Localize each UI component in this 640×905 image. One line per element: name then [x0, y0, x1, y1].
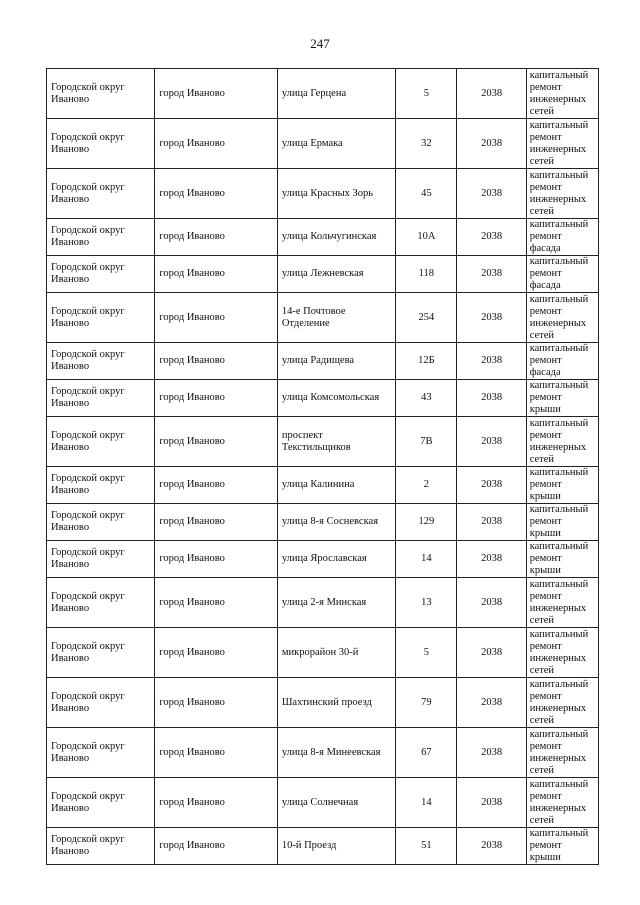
cell-street	[277, 628, 395, 678]
cell-street	[277, 219, 395, 256]
cell-municipal-district	[47, 169, 155, 219]
cell-settlement-text: город Иваново	[159, 311, 225, 323]
cell-house-number-text: 14	[421, 796, 432, 808]
cell-street-text: улица Красных Зорь	[281, 187, 374, 199]
cell-settlement	[155, 417, 277, 467]
cell-municipal-district-text: Городской округ Иваново	[51, 510, 125, 533]
cell-settlement-text: город Иваново	[159, 268, 225, 279]
cell-work-type-text: капитальный ремонт инженерных сетей	[529, 628, 589, 676]
cell-street-text: улица Герцена	[281, 87, 347, 99]
cell-street-text: 14-е Почтовое Отделение	[281, 305, 346, 329]
cell-year-text: 2038	[481, 516, 503, 527]
table-row	[47, 380, 599, 417]
cell-year-text: 2038	[481, 137, 503, 149]
table-row	[47, 256, 599, 293]
cell-house-number	[396, 467, 457, 504]
cell-street-text: улица Кольчугинская	[281, 231, 377, 242]
cell-house-number-text: 118	[418, 268, 435, 279]
cell-street	[277, 380, 395, 417]
table-row	[47, 578, 599, 628]
cell-house-number-text: 10А	[417, 231, 436, 242]
cell-settlement	[155, 467, 277, 504]
table-row	[47, 828, 599, 865]
cell-year-text: 2038	[481, 596, 503, 608]
cell-settlement-text: город Иваново	[159, 355, 225, 366]
cell-municipal-district	[47, 69, 155, 119]
cell-house-number-text: 14	[421, 553, 432, 564]
cell-street	[277, 343, 395, 380]
cell-work-type	[526, 578, 598, 628]
cell-year	[457, 628, 526, 678]
cell-work-type-text: капитальный ремонт инженерных сетей	[529, 293, 589, 341]
cell-year	[457, 728, 526, 778]
cell-settlement-text: город Иваново	[159, 746, 225, 758]
cell-work-type	[526, 541, 598, 578]
cell-house-number	[396, 380, 457, 417]
cell-work-type-text: капитальный ремонт крыши	[529, 504, 589, 539]
cell-house-number	[396, 828, 457, 865]
cell-year	[457, 678, 526, 728]
cell-municipal-district-text: Городской округ Иваново	[51, 690, 125, 714]
table-row	[47, 69, 599, 119]
cell-year	[457, 417, 526, 467]
cell-year	[457, 219, 526, 256]
cell-work-type	[526, 219, 598, 256]
cell-year-text: 2038	[481, 355, 503, 366]
cell-municipal-district	[47, 678, 155, 728]
cell-work-type-text: капитальный ремонт инженерных сетей	[529, 417, 589, 465]
cell-street	[277, 828, 395, 865]
cell-year	[457, 256, 526, 293]
cell-street	[277, 69, 395, 119]
table-row	[47, 119, 599, 169]
cell-house-number	[396, 678, 457, 728]
cell-house-number-text: 13	[421, 596, 432, 608]
cell-year	[457, 69, 526, 119]
cell-work-type-text: капитальный ремонт крыши	[529, 467, 589, 502]
cell-street-text: проспект Текстильщиков	[281, 429, 351, 453]
cell-house-number-text: 51	[421, 840, 432, 851]
cell-work-type-text: капитальный ремонт инженерных сетей	[529, 578, 589, 626]
cell-work-type	[526, 119, 598, 169]
cell-house-number	[396, 628, 457, 678]
cell-street	[277, 467, 395, 504]
cell-work-type-text: капитальный ремонт инженерных сетей	[529, 119, 589, 167]
cell-street-text: микрорайон 30-й	[281, 646, 359, 658]
cell-house-number	[396, 417, 457, 467]
table-row	[47, 504, 599, 541]
cell-municipal-district-text: Городской округ Иваново	[51, 590, 125, 614]
cell-year-text: 2038	[481, 392, 503, 403]
cell-settlement-text: город Иваново	[159, 516, 225, 527]
cell-municipal-district-text: Городской округ Иваново	[51, 740, 125, 764]
cell-municipal-district-text: Городской округ Иваново	[51, 181, 125, 205]
cell-house-number-text: 5	[423, 646, 429, 658]
cell-municipal-district	[47, 541, 155, 578]
cell-work-type-text: капитальный ремонт крыши	[529, 380, 589, 415]
cell-municipal-district	[47, 256, 155, 293]
cell-municipal-district-text: Городской округ Иваново	[51, 386, 125, 409]
cell-settlement	[155, 578, 277, 628]
cell-street-text: 10-й Проезд	[281, 840, 337, 851]
cell-settlement-text: город Иваново	[159, 696, 225, 708]
cell-house-number-text: 129	[418, 516, 435, 527]
cell-street	[277, 541, 395, 578]
cell-municipal-district-text: Городской округ Иваново	[51, 429, 125, 453]
cell-work-type-text: капитальный ремонт инженерных сетей	[529, 728, 589, 776]
table-row	[47, 169, 599, 219]
cell-year	[457, 828, 526, 865]
cell-street	[277, 256, 395, 293]
cell-settlement	[155, 828, 277, 865]
cell-year-text: 2038	[481, 696, 503, 708]
cell-settlement	[155, 69, 277, 119]
cell-house-number-text: 32	[421, 137, 432, 149]
table-row	[47, 628, 599, 678]
cell-work-type	[526, 69, 598, 119]
cell-settlement-text: город Иваново	[159, 187, 225, 199]
cell-municipal-district	[47, 828, 155, 865]
cell-street-text: улица Солнечная	[281, 796, 359, 808]
cell-work-type	[526, 504, 598, 541]
cell-year-text: 2038	[481, 231, 503, 242]
cell-street	[277, 728, 395, 778]
cell-work-type	[526, 256, 598, 293]
cell-settlement	[155, 256, 277, 293]
cell-year	[457, 293, 526, 343]
cell-settlement-text: город Иваново	[159, 840, 225, 851]
cell-house-number	[396, 541, 457, 578]
cell-year	[457, 380, 526, 417]
cell-settlement	[155, 119, 277, 169]
cell-year	[457, 343, 526, 380]
cell-settlement	[155, 343, 277, 380]
cell-work-type	[526, 343, 598, 380]
cell-house-number-text: 254	[418, 311, 435, 323]
cell-settlement-text: город Иваново	[159, 796, 225, 808]
cell-municipal-district	[47, 467, 155, 504]
cell-settlement-text: город Иваново	[159, 392, 225, 403]
cell-year-text: 2038	[481, 840, 503, 851]
cell-settlement-text: город Иваново	[159, 553, 225, 564]
repair-schedule-table	[46, 68, 599, 865]
page-number: 247	[310, 36, 330, 51]
table-row	[47, 417, 599, 467]
table-row	[47, 219, 599, 256]
cell-year-text: 2038	[481, 187, 503, 199]
cell-street	[277, 293, 395, 343]
cell-municipal-district	[47, 628, 155, 678]
cell-municipal-district-text: Городской округ Иваново	[51, 640, 125, 664]
table-row	[47, 467, 599, 504]
cell-year-text: 2038	[481, 87, 503, 99]
cell-work-type	[526, 628, 598, 678]
cell-year	[457, 467, 526, 504]
cell-house-number	[396, 578, 457, 628]
cell-work-type	[526, 293, 598, 343]
cell-municipal-district	[47, 119, 155, 169]
cell-municipal-district	[47, 728, 155, 778]
cell-street-text: улица Лежневская	[281, 268, 364, 279]
cell-house-number	[396, 778, 457, 828]
cell-settlement-text: город Иваново	[159, 646, 225, 658]
cell-municipal-district	[47, 380, 155, 417]
cell-municipal-district	[47, 343, 155, 380]
cell-year-text: 2038	[481, 553, 503, 564]
cell-settlement	[155, 541, 277, 578]
cell-settlement	[155, 728, 277, 778]
cell-work-type	[526, 678, 598, 728]
cell-street-text: улица 8-я Сосневская	[281, 516, 379, 527]
cell-work-type	[526, 728, 598, 778]
cell-work-type	[526, 380, 598, 417]
cell-settlement	[155, 778, 277, 828]
cell-street-text: Шахтинский проезд	[281, 696, 372, 708]
cell-municipal-district-text: Городской округ Иваново	[51, 547, 125, 570]
table-row	[47, 343, 599, 380]
cell-year	[457, 541, 526, 578]
cell-municipal-district	[47, 504, 155, 541]
cell-settlement-text: город Иваново	[159, 231, 225, 242]
cell-work-type-text: капитальный ремонт инженерных сетей	[529, 778, 589, 826]
cell-settlement-text: город Иваново	[159, 435, 225, 447]
cell-house-number	[396, 728, 457, 778]
cell-municipal-district-text: Городской округ Иваново	[51, 225, 125, 248]
cell-house-number	[396, 293, 457, 343]
cell-house-number-text: 67	[421, 746, 432, 758]
cell-street-text: улица Ярославская	[281, 553, 367, 564]
cell-municipal-district-text: Городской округ Иваново	[51, 262, 125, 285]
cell-municipal-district	[47, 778, 155, 828]
cell-settlement	[155, 169, 277, 219]
cell-street-text: улица Ермака	[281, 137, 343, 149]
cell-settlement-text: город Иваново	[159, 596, 225, 608]
cell-street-text: улица Комсомольская	[281, 392, 380, 403]
cell-municipal-district-text: Городской округ Иваново	[51, 349, 125, 372]
cell-municipal-district	[47, 417, 155, 467]
cell-work-type-text: капитальный ремонт крыши	[529, 828, 589, 863]
cell-street-text: улица 2-я Минская	[281, 596, 367, 608]
table-row	[47, 293, 599, 343]
cell-work-type-text: капитальный ремонт фасада	[529, 256, 589, 291]
cell-year	[457, 778, 526, 828]
cell-year-text: 2038	[481, 435, 503, 447]
cell-house-number-text: 45	[421, 187, 432, 199]
cell-year-text: 2038	[481, 268, 503, 279]
cell-work-type-text: капитальный ремонт инженерных сетей	[529, 69, 589, 117]
cell-house-number	[396, 343, 457, 380]
cell-street	[277, 504, 395, 541]
cell-settlement	[155, 380, 277, 417]
cell-street	[277, 678, 395, 728]
cell-house-number-text: 43	[421, 392, 432, 403]
cell-house-number-text: 79	[421, 696, 432, 708]
cell-work-type	[526, 417, 598, 467]
cell-year	[457, 169, 526, 219]
cell-work-type	[526, 828, 598, 865]
cell-municipal-district-text: Городской округ Иваново	[51, 473, 125, 496]
cell-settlement	[155, 293, 277, 343]
cell-work-type-text: капитальный ремонт крыши	[529, 541, 589, 576]
cell-municipal-district-text: Городской округ Иваново	[51, 81, 125, 105]
table-row	[47, 778, 599, 828]
cell-house-number-text: 5	[423, 87, 429, 99]
cell-year-text: 2038	[481, 311, 503, 323]
cell-municipal-district	[47, 293, 155, 343]
cell-house-number	[396, 169, 457, 219]
cell-municipal-district	[47, 219, 155, 256]
cell-work-type	[526, 169, 598, 219]
cell-settlement	[155, 504, 277, 541]
cell-municipal-district-text: Городской округ Иваново	[51, 790, 125, 814]
cell-municipal-district-text: Городской округ Иваново	[51, 131, 125, 155]
cell-municipal-district-text: Городской округ Иваново	[51, 305, 125, 329]
cell-settlement	[155, 678, 277, 728]
cell-settlement	[155, 628, 277, 678]
cell-year-text: 2038	[481, 746, 503, 758]
cell-settlement-text: город Иваново	[159, 87, 225, 99]
cell-house-number-text: 2	[423, 479, 429, 490]
cell-house-number	[396, 219, 457, 256]
cell-street-text: улица Калинина	[281, 479, 355, 490]
cell-street	[277, 169, 395, 219]
cell-year-text: 2038	[481, 796, 503, 808]
cell-year-text: 2038	[481, 479, 503, 490]
cell-house-number-text: 12Б	[418, 355, 435, 366]
cell-year-text: 2038	[481, 646, 503, 658]
cell-work-type-text: капитальный ремонт фасада	[529, 219, 589, 254]
cell-street	[277, 417, 395, 467]
cell-year	[457, 504, 526, 541]
cell-house-number	[396, 504, 457, 541]
cell-house-number	[396, 256, 457, 293]
table-row	[47, 678, 599, 728]
table-row	[47, 541, 599, 578]
cell-municipal-district-text: Городской округ Иваново	[51, 834, 125, 857]
cell-house-number-text: 7В	[420, 435, 433, 447]
cell-work-type	[526, 778, 598, 828]
cell-work-type-text: капитальный ремонт фасада	[529, 343, 589, 378]
cell-house-number	[396, 119, 457, 169]
cell-year	[457, 578, 526, 628]
cell-settlement-text: город Иваново	[159, 479, 225, 490]
cell-work-type	[526, 467, 598, 504]
cell-house-number	[396, 69, 457, 119]
cell-settlement	[155, 219, 277, 256]
cell-settlement-text: город Иваново	[159, 137, 225, 149]
cell-street-text: улица Радищева	[281, 355, 355, 366]
cell-street	[277, 778, 395, 828]
cell-street	[277, 578, 395, 628]
cell-street	[277, 119, 395, 169]
cell-municipal-district	[47, 578, 155, 628]
table-row	[47, 728, 599, 778]
cell-year	[457, 119, 526, 169]
cell-work-type-text: капитальный ремонт инженерных сетей	[529, 678, 589, 726]
table-body	[47, 69, 599, 865]
cell-work-type-text: капитальный ремонт инженерных сетей	[529, 169, 589, 217]
cell-street-text: улица 8-я Минеевская	[281, 746, 381, 758]
